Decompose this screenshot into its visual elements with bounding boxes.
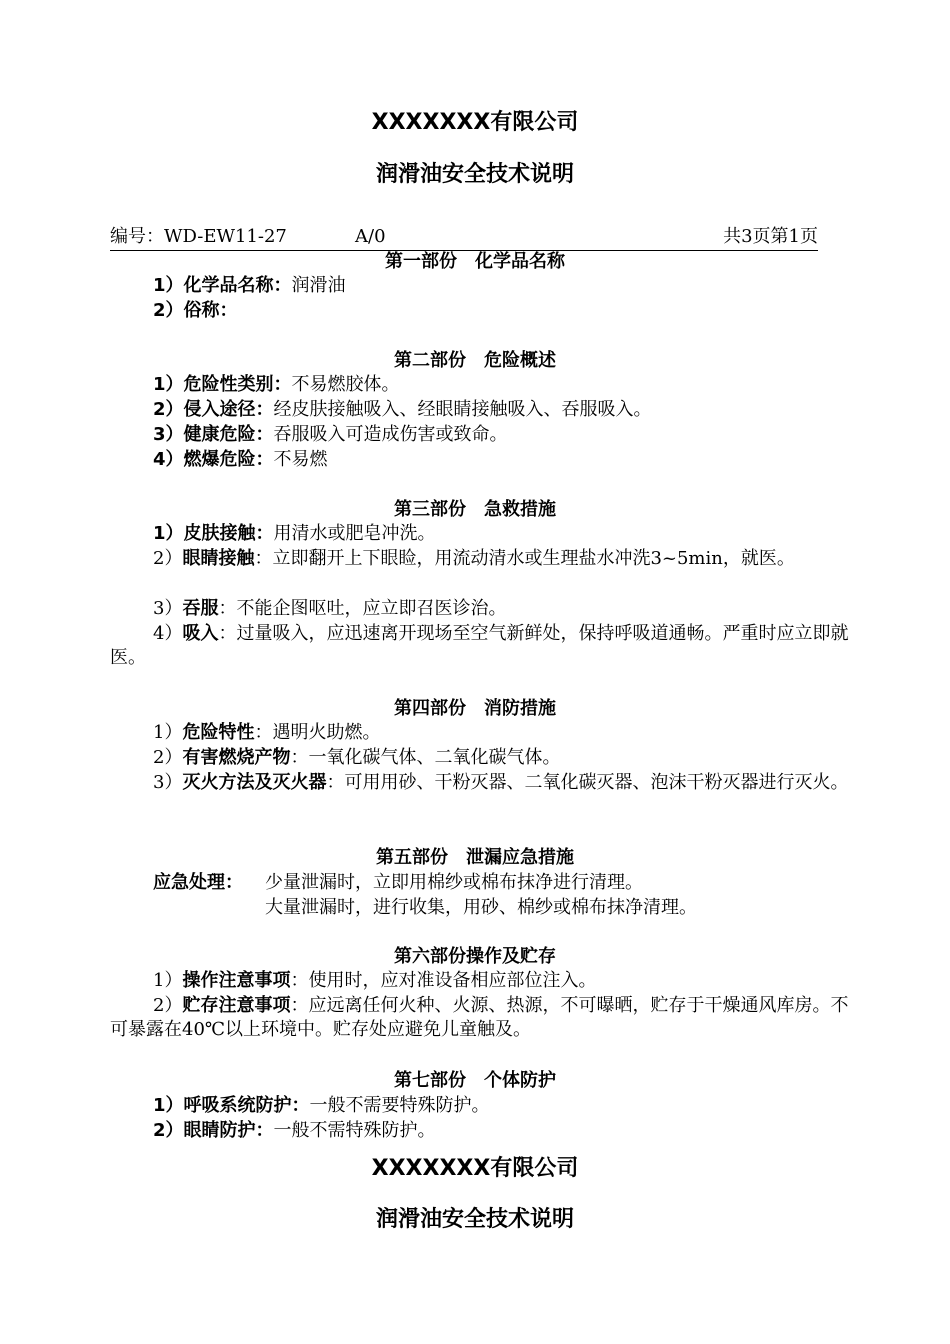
document-version: A/0 (355, 226, 386, 247)
section-5-line-1: 少量泄漏时，立即用棉纱或棉布抹净进行清理。 (265, 872, 643, 893)
item-text: ：应远离任何火种、火源、热源，不可曝晒，贮存于干燥通风库房。不可暴露在40℃以上环境中。贮存处应避免儿童触及。 (110, 995, 849, 1040)
section-1-item-1 (110, 274, 850, 298)
section-3-title: 第三部份 急救措施 (394, 499, 556, 520)
section-3-item-1 (110, 522, 850, 546)
item-label: 有害燃烧产物 (182, 747, 291, 768)
item-prefix: 2） (153, 747, 183, 768)
section-7-item-1 (110, 1094, 850, 1118)
section-2-item-1 (110, 373, 850, 397)
page-info: 共3页第1页 (723, 226, 818, 247)
section-5-label (153, 871, 243, 895)
item-label: 危险特性 (182, 722, 255, 743)
company-name: XXXXXXX有限公司 (371, 110, 579, 135)
item-text: 不易燃 (273, 449, 328, 470)
item-label: 2）侵入途径： (153, 399, 274, 420)
section-2-item-2 (110, 398, 850, 422)
item-prefix: 1） (153, 970, 183, 991)
item-label: 吸入 (182, 623, 219, 644)
item-prefix: 2） (153, 548, 183, 569)
section-3-item-3 (110, 597, 850, 621)
item-label: 1）化学品名称： (153, 275, 292, 296)
item-prefix: 3） (153, 598, 183, 619)
section-1-title: 第一部份 化学品名称 (385, 251, 565, 272)
item-label: 4）燃爆危险： (153, 449, 274, 470)
section-7-item-2 (110, 1119, 850, 1143)
document-title-repeat: 润滑油安全技术说明 (375, 1207, 574, 1232)
item-label: 应急处理： (153, 872, 243, 893)
item-text: ：一氧化碳气体、二氧化碳气体。 (290, 747, 561, 768)
section-5-title: 第五部份 泄漏应急措施 (376, 847, 574, 868)
item-prefix: 1） (153, 722, 183, 743)
item-text: 用清水或肥皂冲洗。 (273, 523, 436, 544)
section-4-title: 第四部份 消防措施 (394, 698, 556, 719)
item-label: 2）俗称： (153, 300, 238, 321)
document-number: 编号：WD-EW11-27 (110, 226, 287, 247)
section-6-item-1 (110, 969, 850, 993)
item-label: 吞服 (182, 598, 219, 619)
item-text: 一般不需特殊防护。 (273, 1120, 436, 1141)
item-prefix: 4） (153, 623, 183, 644)
item-prefix: 3） (153, 772, 183, 793)
section-6-title: 第六部份操作及贮存 (394, 946, 556, 967)
item-label: 2）眼睛防护： (153, 1120, 274, 1141)
section-3-item-4 (110, 622, 850, 670)
section-2-item-4 (110, 448, 850, 472)
item-prefix: 2） (153, 995, 183, 1016)
item-text: ：可用用砂、干粉灭器、二氧化碳灭器、泡沫干粉灭器进行灭火。 (326, 772, 849, 793)
item-label: 1）危险性类别： (153, 374, 292, 395)
item-text: 经皮肤接触吸入、经眼睛接触吸入、吞服吸入。 (273, 399, 652, 420)
item-text: 不易燃胶体。 (291, 374, 400, 395)
section-5-line-2: 大量泄漏时，进行收集，用砂、棉纱或棉布抹净清理。 (265, 897, 697, 918)
section-4-item-3 (110, 771, 850, 795)
item-text: 一般不需要特殊防护。 (309, 1095, 490, 1116)
item-text: ：过量吸入，应迅速离开现场至空气新鲜处，保持呼吸道通畅。严重时应立即就医。 (110, 623, 849, 668)
item-label: 灭火方法及灭火器 (182, 772, 327, 793)
section-7-title: 第七部份 个体防护 (394, 1070, 556, 1091)
item-text: ：使用时，应对准设备相应部位注入。 (290, 970, 597, 991)
item-label: 眼睛接触 (182, 548, 255, 569)
company-name-repeat: XXXXXXX有限公司 (371, 1156, 579, 1181)
document-header (110, 224, 818, 251)
item-text: ：不能企图呕吐，应立即召医诊治。 (218, 598, 507, 619)
section-4-item-1 (110, 721, 850, 745)
item-label: 3）健康危险： (153, 424, 274, 445)
item-label: 1）呼吸系统防护： (153, 1095, 310, 1116)
section-2-title: 第二部份 危险概述 (394, 350, 556, 371)
section-3-item-2 (110, 547, 850, 571)
item-text: 润滑油 (291, 275, 346, 296)
item-text: ：遇明火助燃。 (254, 722, 381, 743)
item-label: 1）皮肤接触： (153, 523, 274, 544)
section-6-item-2 (110, 994, 850, 1042)
section-2-item-3 (110, 423, 850, 447)
item-label: 操作注意事项 (182, 970, 291, 991)
document-title: 润滑油安全技术说明 (375, 162, 574, 187)
item-text: 吞服吸入可造成伤害或致命。 (273, 424, 508, 445)
item-label: 贮存注意事项 (182, 995, 291, 1016)
item-text: ：立即翻开上下眼睑，用流动清水或生理盐水冲洗3~5min，就医。 (254, 548, 795, 569)
section-4-item-2 (110, 746, 850, 770)
section-1-item-2 (110, 299, 850, 323)
